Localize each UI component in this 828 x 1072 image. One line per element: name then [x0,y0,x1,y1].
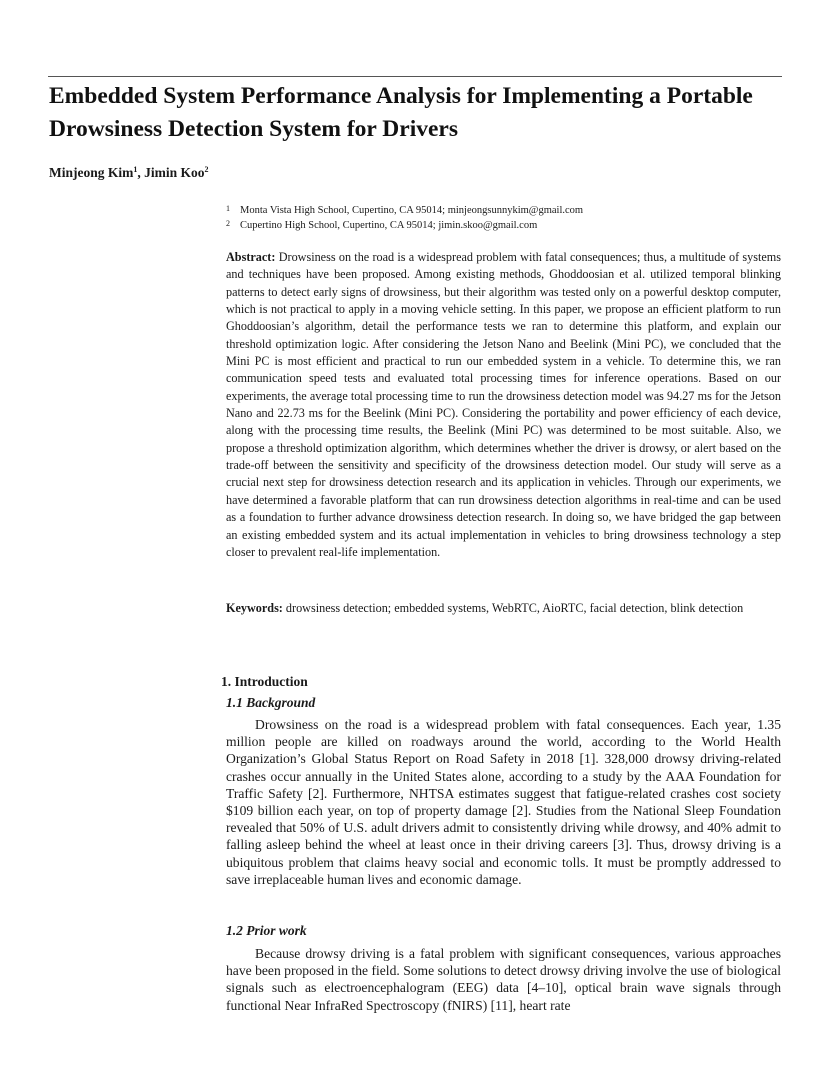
abstract-label: Abstract: [226,250,276,264]
author-name: Minjeong Kim [49,165,134,180]
affiliation-item [226,203,782,218]
author-separator: , [137,165,145,180]
affiliation-number: 1 [226,204,230,213]
subsection-heading-background: 1.1 Background [226,695,316,710]
header-rule [48,76,782,77]
affiliations [226,203,782,233]
body-paragraph-background: Drowsiness on the road is a widespread problem with fatal consequences. Each year, 1.35 million people are killed on roadways around the world, according to the World Health Organization’s Global Status Report on Road Safety in 2018 [1]. 328,000 drowsy driving-related crashes occur annually in the United States alone, according to a study by the AAA Foundation for Traffic Safety [2]. Furthermore, NHTSA estimates suggest that fatigue-related crashes cost society $109 billion each year, on top of property damage [2]. Studies from the National Sleep Foundation revealed that 50% of U.S. adult drivers admit to consistently driving while drowsy, and 40% admit to falling asleep behind the wheel at least once in their driving careers [3]. Thus, drowsy driving is a ubiquitous problem that claims heavy social and economic tolls. It must be promptly addressed to save irreplaceable human lives and economic damage. [226,717,781,887]
abstract [226,249,781,561]
paper-title: Embedded System Performance Analysis for Implementing a Portable Drowsiness Detection System for Drivers [49,83,753,142]
subsection-heading-prior-work: 1.2 Prior work [226,923,307,938]
section-heading-introduction: 1. Introduction [221,674,308,689]
abstract-text: Drowsiness on the road is a widespread problem with fatal consequences; thus, a multitude of systems and techniques have been proposed. Among existing methods, Ghoddoosian et al. utilized temporal blinking patterns to detect early signs of drowsiness, but their algorithm was tested only on a powerful desktop computer, which is not practical to apply in a moving vehicle setting. In this paper, we propose an efficient platform to run Ghoddoosian’s algorithm, detail the performance tests we ran to determine this platform, and explain our threshold optimization logic. After considering the Jetson Nano and Beelink (Mini PC), we concluded that the Mini PC is most efficient and practical to run our embedded system in a vehicle. To determine this, we ran communication speed tests and evaluated total processing times for inference operations. Based on our experiments, the average total processing time to run the drowsiness detection model was 94.27 ms for the Jetson Nano and 22.73 ms for the Beelink (Mini PC). Considering the portability and power efficiency of each device, along with the processing time results, the Beelink (Mini PC) was determined to be most suitable. Also, we propose a threshold optimization algorithm, which determines whether the driver is drowsy, or alert based on the trade-off between the sensitivity and specificity of the drowsiness detection model. Our study will serve as a crucial next step for drowsiness detection research and its application in vehicles. Through our experiments, we have determined a favorable platform that can run drowsiness detection algorithms in real-time and can be used as a foundation to further advance drowsiness detection research. In doing so, we have bridged the gap between an existing embedded system and its actual implementation in vehicles to bring drowsiness technology a step closer to prevalent real-life implementation. [226,250,782,559]
author-affil-marker: 1 [133,165,138,174]
author-affil-marker: 2 [204,165,209,174]
author-list [49,160,209,183]
body-paragraph-prior-work: Because drowsy driving is a fatal problem with significant consequences, various approaches have been proposed in the field. Some solutions to detect drowsy driving involve the use of biological signals such as electroencephalogram (EEG) data [4–10], optical brain wave signals through functional Near InfraRed Spectroscopy (fNIRS) [11], heart rate [226,946,781,1013]
keywords-label: Keywords: [226,601,283,615]
affiliation-number: 2 [226,219,230,228]
author-name: Jimin Koo [144,165,205,180]
keywords [226,600,781,617]
affiliation-text: Cupertino High School, Cupertino, CA 95014; jimin.skoo@gmail.com [240,220,538,231]
affiliation-item [226,218,782,233]
affiliation-text: Monta Vista High School, Cupertino, CA 95014; minjeongsunnykim@gmail.com [240,205,584,216]
keywords-text: drowsiness detection; embedded systems, WebRTC, AioRTC, facial detection, blink detection [285,601,744,615]
